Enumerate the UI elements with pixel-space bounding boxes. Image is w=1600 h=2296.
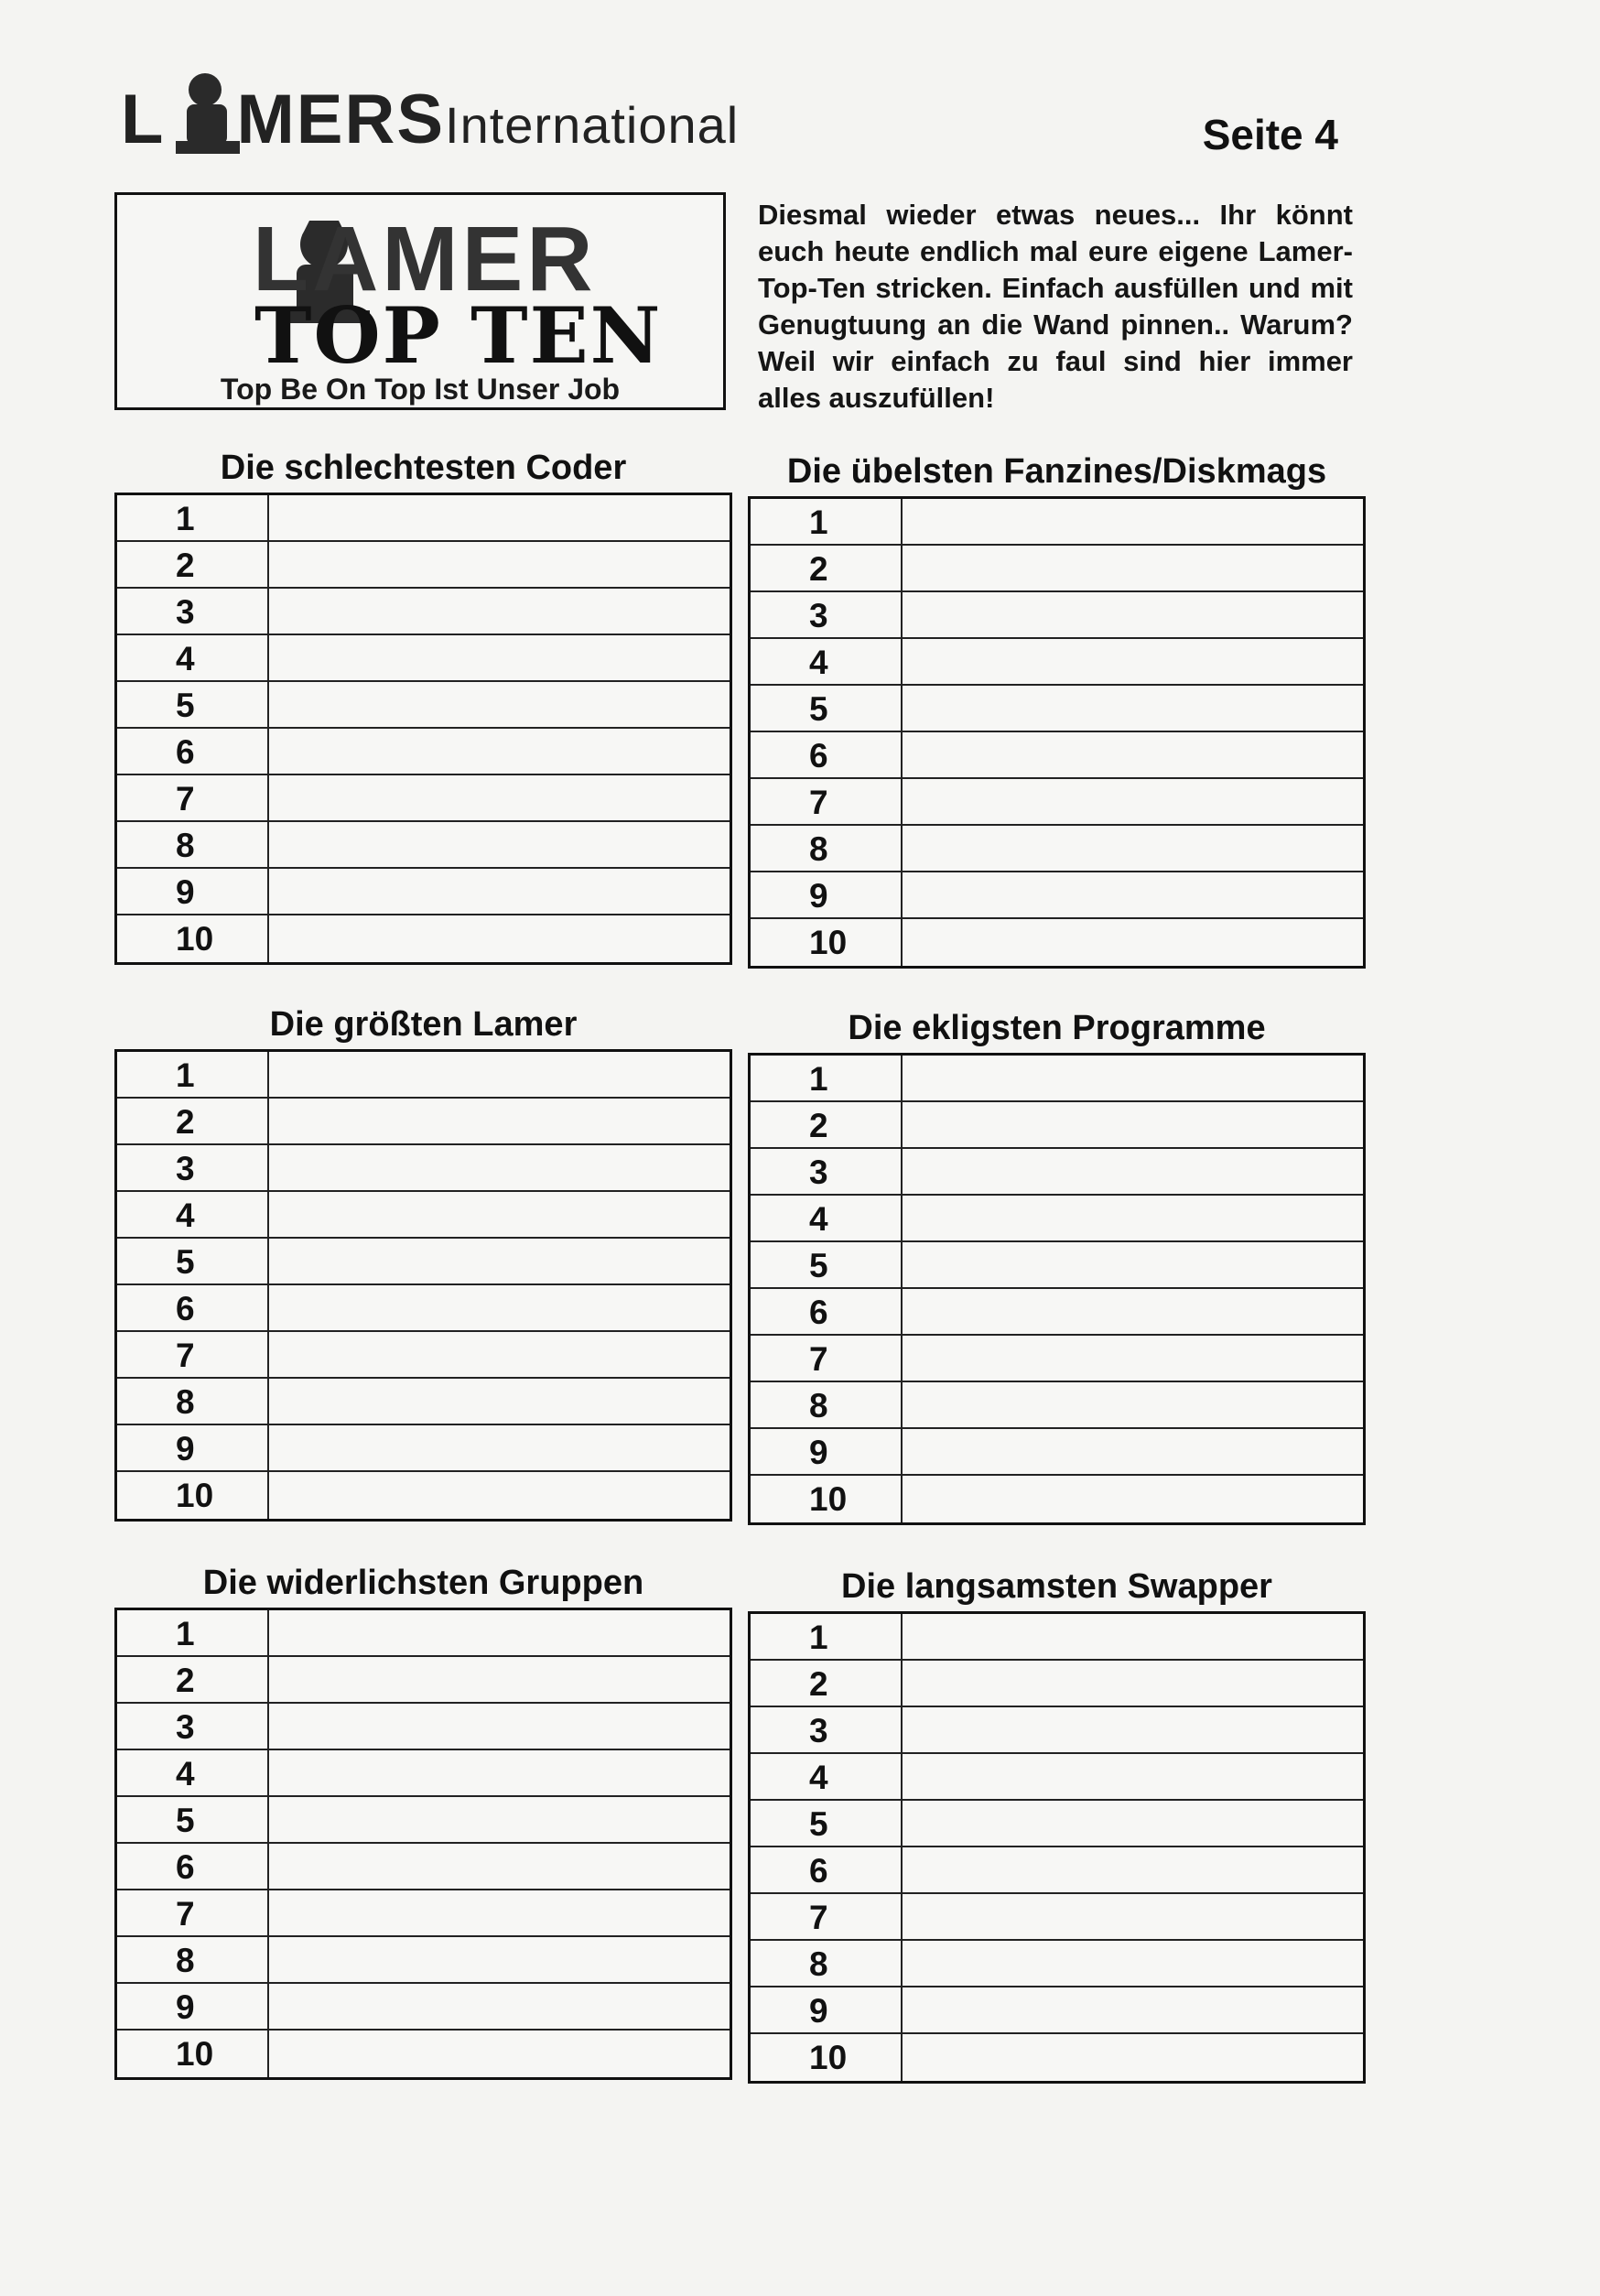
table-row [117, 1425, 730, 1472]
table-row [117, 1657, 730, 1704]
table-row [117, 1239, 730, 1285]
rank-number: 9 [751, 1429, 903, 1474]
rank-number: 3 [751, 1707, 903, 1752]
rank-number: 4 [117, 1750, 269, 1795]
rank-number: 2 [751, 1102, 903, 1147]
rank-number: 5 [117, 682, 269, 727]
table-row [117, 1704, 730, 1750]
table-row [751, 1614, 1363, 1661]
entry-cell[interactable] [903, 1894, 1363, 1939]
entry-cell[interactable] [269, 869, 730, 914]
table-row [751, 1336, 1363, 1382]
table-title: Die widerlichsten Gruppen [202, 1564, 644, 1602]
entry-cell[interactable] [903, 686, 1363, 731]
entry-cell[interactable] [269, 1937, 730, 1982]
rank-number: 4 [751, 639, 903, 684]
entry-cell[interactable] [903, 1941, 1363, 1986]
table-row [751, 1754, 1363, 1801]
ranking-grid [748, 1053, 1366, 1525]
table-row [751, 1429, 1363, 1476]
rank-number: 10 [117, 2031, 269, 2077]
entry-cell[interactable] [269, 729, 730, 774]
table-row [751, 1056, 1363, 1102]
rank-number: 7 [117, 775, 269, 820]
table-row [117, 1750, 730, 1797]
entry-cell[interactable] [269, 495, 730, 540]
entry-cell[interactable] [903, 2034, 1363, 2081]
rank-number: 8 [751, 826, 903, 871]
entry-cell[interactable] [903, 1847, 1363, 1892]
rank-number: 10 [751, 919, 903, 966]
table-row [751, 639, 1363, 686]
entry-cell[interactable] [269, 1610, 730, 1655]
rank-number: 4 [117, 635, 269, 680]
table-row [751, 779, 1363, 826]
table-title: Die größten Lamer [269, 1005, 578, 1044]
rank-number: 3 [751, 592, 903, 637]
entry-cell[interactable] [269, 1984, 730, 2029]
rank-number: 2 [117, 1099, 269, 1143]
entry-cell[interactable] [903, 1476, 1363, 1522]
table-row [117, 1937, 730, 1984]
entry-cell[interactable] [269, 1239, 730, 1283]
rank-number: 2 [751, 1661, 903, 1706]
masthead-subtitle: International [445, 96, 740, 154]
entry-cell[interactable] [269, 822, 730, 867]
rank-number: 9 [117, 869, 269, 914]
entry-cell[interactable] [903, 872, 1363, 917]
rank-number: 2 [117, 1657, 269, 1702]
entry-cell[interactable] [903, 1801, 1363, 1846]
table-row [117, 1192, 730, 1239]
table-title: Die schlechtesten Coder [220, 449, 627, 487]
entry-cell[interactable] [903, 546, 1363, 590]
table-row [117, 635, 730, 682]
masthead [121, 57, 1338, 167]
rank-number: 6 [751, 1847, 903, 1892]
table-row [751, 1476, 1363, 1522]
table-row [751, 1289, 1363, 1336]
rank-number: 7 [117, 1890, 269, 1935]
entry-cell[interactable] [903, 1707, 1363, 1752]
table-row [117, 729, 730, 775]
table-row [117, 589, 730, 635]
table-row [751, 1987, 1363, 2034]
table-row [751, 826, 1363, 872]
entry-cell[interactable] [903, 499, 1363, 544]
masthead-letter-l: L [121, 81, 166, 158]
entry-cell[interactable] [903, 779, 1363, 824]
entry-cell[interactable] [269, 915, 730, 962]
rank-number: 3 [117, 1145, 269, 1190]
table-row [751, 1847, 1363, 1894]
rank-number: 9 [117, 1984, 269, 2029]
table-row [751, 1707, 1363, 1754]
table-row [751, 546, 1363, 592]
table-row [117, 822, 730, 869]
rank-number: 6 [117, 729, 269, 774]
rank-number: 10 [117, 1472, 269, 1519]
page-number: Seite 4 [1202, 111, 1338, 158]
ranking-grid [748, 496, 1366, 969]
lamer-top-ten-logo-box [114, 192, 726, 410]
table-row [751, 686, 1363, 732]
table-row [117, 1984, 730, 2031]
ranking-grid [114, 493, 732, 965]
logo-caption: Top Be On Top Ist Unser Job [220, 373, 621, 406]
ranking-grid [748, 1611, 1366, 2084]
entry-cell[interactable] [903, 592, 1363, 637]
table-row [751, 1196, 1363, 1242]
table-row [117, 869, 730, 915]
entry-cell[interactable] [269, 635, 730, 680]
entry-cell[interactable] [269, 1844, 730, 1889]
entry-cell[interactable] [903, 1242, 1363, 1287]
entry-cell[interactable] [903, 1382, 1363, 1427]
table-row [751, 1382, 1363, 1429]
entry-cell[interactable] [269, 1890, 730, 1935]
table-title: Die ekligsten Programme [848, 1009, 1266, 1047]
table-row [117, 1332, 730, 1379]
entry-cell[interactable] [903, 1614, 1363, 1659]
rank-number: 7 [751, 1336, 903, 1381]
rank-number: 4 [751, 1196, 903, 1240]
rank-number: 3 [751, 1149, 903, 1194]
rank-number: 1 [751, 499, 903, 544]
table-row [751, 1242, 1363, 1289]
rank-number: 5 [117, 1797, 269, 1842]
rank-number: 5 [751, 1242, 903, 1287]
logo-word-top-ten: TOP TEN [254, 290, 663, 381]
table-row [751, 1102, 1363, 1149]
entry-cell[interactable] [269, 1704, 730, 1749]
entry-cell[interactable] [269, 682, 730, 727]
ranking-grid [114, 1049, 732, 1522]
rank-number: 10 [751, 2034, 903, 2081]
table-row [117, 682, 730, 729]
rank-number: 3 [117, 589, 269, 634]
masthead-brand: MERS [236, 81, 446, 158]
entry-cell[interactable] [269, 1472, 730, 1519]
table-row [751, 2034, 1363, 2081]
rank-number: 3 [117, 1704, 269, 1749]
table-row [117, 495, 730, 542]
entry-cell[interactable] [269, 589, 730, 634]
entry-cell[interactable] [269, 1379, 730, 1424]
entry-cell[interactable] [269, 542, 730, 587]
table-row [751, 732, 1363, 779]
entry-cell[interactable] [269, 1099, 730, 1143]
table-row [117, 775, 730, 822]
table-row [751, 872, 1363, 919]
entry-cell[interactable] [903, 1056, 1363, 1100]
table-row [117, 1099, 730, 1145]
rank-number: 8 [751, 1382, 903, 1427]
table-row [751, 1149, 1363, 1196]
entry-cell[interactable] [269, 1052, 730, 1097]
table-row [117, 1285, 730, 1332]
entry-cell[interactable] [903, 1196, 1363, 1240]
rank-number: 9 [117, 1425, 269, 1470]
table-row [751, 1894, 1363, 1941]
rank-number: 7 [117, 1332, 269, 1377]
rank-number: 8 [117, 1379, 269, 1424]
rank-number: 1 [117, 1610, 269, 1655]
entry-cell[interactable] [903, 1336, 1363, 1381]
entry-cell[interactable] [269, 1192, 730, 1237]
rank-number: 2 [751, 546, 903, 590]
table-row [117, 1797, 730, 1844]
entry-cell[interactable] [269, 1750, 730, 1795]
table-row [117, 1379, 730, 1425]
table-title: Die übelsten Fanzines/Diskmags [786, 452, 1327, 491]
table-row [117, 1610, 730, 1657]
rank-number: 5 [117, 1239, 269, 1283]
table-title: Die langsamsten Swapper [841, 1567, 1272, 1606]
rank-number: 2 [117, 542, 269, 587]
table-row [117, 1844, 730, 1890]
entry-cell[interactable] [269, 1285, 730, 1330]
table-row [117, 1472, 730, 1519]
entry-cell[interactable] [269, 2031, 730, 2077]
entry-cell[interactable] [903, 732, 1363, 777]
rank-number: 6 [751, 1289, 903, 1334]
table-row [117, 1145, 730, 1192]
rank-number: 10 [117, 915, 269, 962]
intro-text: Diesmal wieder etwas neues... Ihr könnt euch heute endlich mal eure eigene Lamer-Top-Ten stricken. Einfach ausfüllen und mit Genugtuung an die Wand pinnen.. Warum? Weil wir einfach zu faul sind hier immer alles auszufüllen! [758, 199, 1353, 414]
table-row [751, 592, 1363, 639]
rank-number: 6 [117, 1844, 269, 1889]
rank-number: 8 [117, 822, 269, 867]
table-row [117, 1890, 730, 1937]
entry-cell[interactable] [269, 1332, 730, 1377]
rank-number: 7 [751, 779, 903, 824]
entry-cell[interactable] [269, 1657, 730, 1702]
rank-number: 9 [751, 872, 903, 917]
masthead-title [121, 81, 740, 158]
table-row [751, 919, 1363, 966]
rank-number: 1 [751, 1056, 903, 1100]
entry-cell[interactable] [903, 1987, 1363, 2032]
entry-cell[interactable] [903, 1149, 1363, 1194]
logo-word-lamer: LAMER [253, 208, 597, 310]
rank-number: 4 [751, 1754, 903, 1799]
entry-cell[interactable] [903, 1289, 1363, 1334]
rank-number: 5 [751, 1801, 903, 1846]
table-row [117, 542, 730, 589]
entry-cell[interactable] [269, 1145, 730, 1190]
rank-number: 1 [117, 495, 269, 540]
rank-number: 4 [117, 1192, 269, 1237]
entry-cell[interactable] [903, 826, 1363, 871]
rank-number: 8 [117, 1937, 269, 1982]
entry-cell[interactable] [903, 1754, 1363, 1799]
table-row [751, 1801, 1363, 1847]
table-row [751, 499, 1363, 546]
table-row [751, 1661, 1363, 1707]
entry-cell[interactable] [903, 919, 1363, 966]
ranking-grid [114, 1608, 732, 2080]
rank-number: 9 [751, 1987, 903, 2032]
entry-cell[interactable] [269, 775, 730, 820]
rank-number: 5 [751, 686, 903, 731]
entry-cell[interactable] [269, 1425, 730, 1470]
rank-number: 6 [117, 1285, 269, 1330]
rank-number: 1 [751, 1614, 903, 1659]
rank-number: 1 [117, 1052, 269, 1097]
entry-cell[interactable] [903, 1102, 1363, 1147]
entry-cell[interactable] [269, 1797, 730, 1842]
entry-cell[interactable] [903, 1429, 1363, 1474]
table-row [117, 915, 730, 962]
entry-cell[interactable] [903, 1661, 1363, 1706]
table-row [751, 1941, 1363, 1987]
entry-cell[interactable] [903, 639, 1363, 684]
rank-number: 10 [751, 1476, 903, 1522]
rank-number: 6 [751, 732, 903, 777]
table-row [117, 2031, 730, 2077]
table-row [117, 1052, 730, 1099]
rank-number: 7 [751, 1894, 903, 1939]
rank-number: 8 [751, 1941, 903, 1986]
